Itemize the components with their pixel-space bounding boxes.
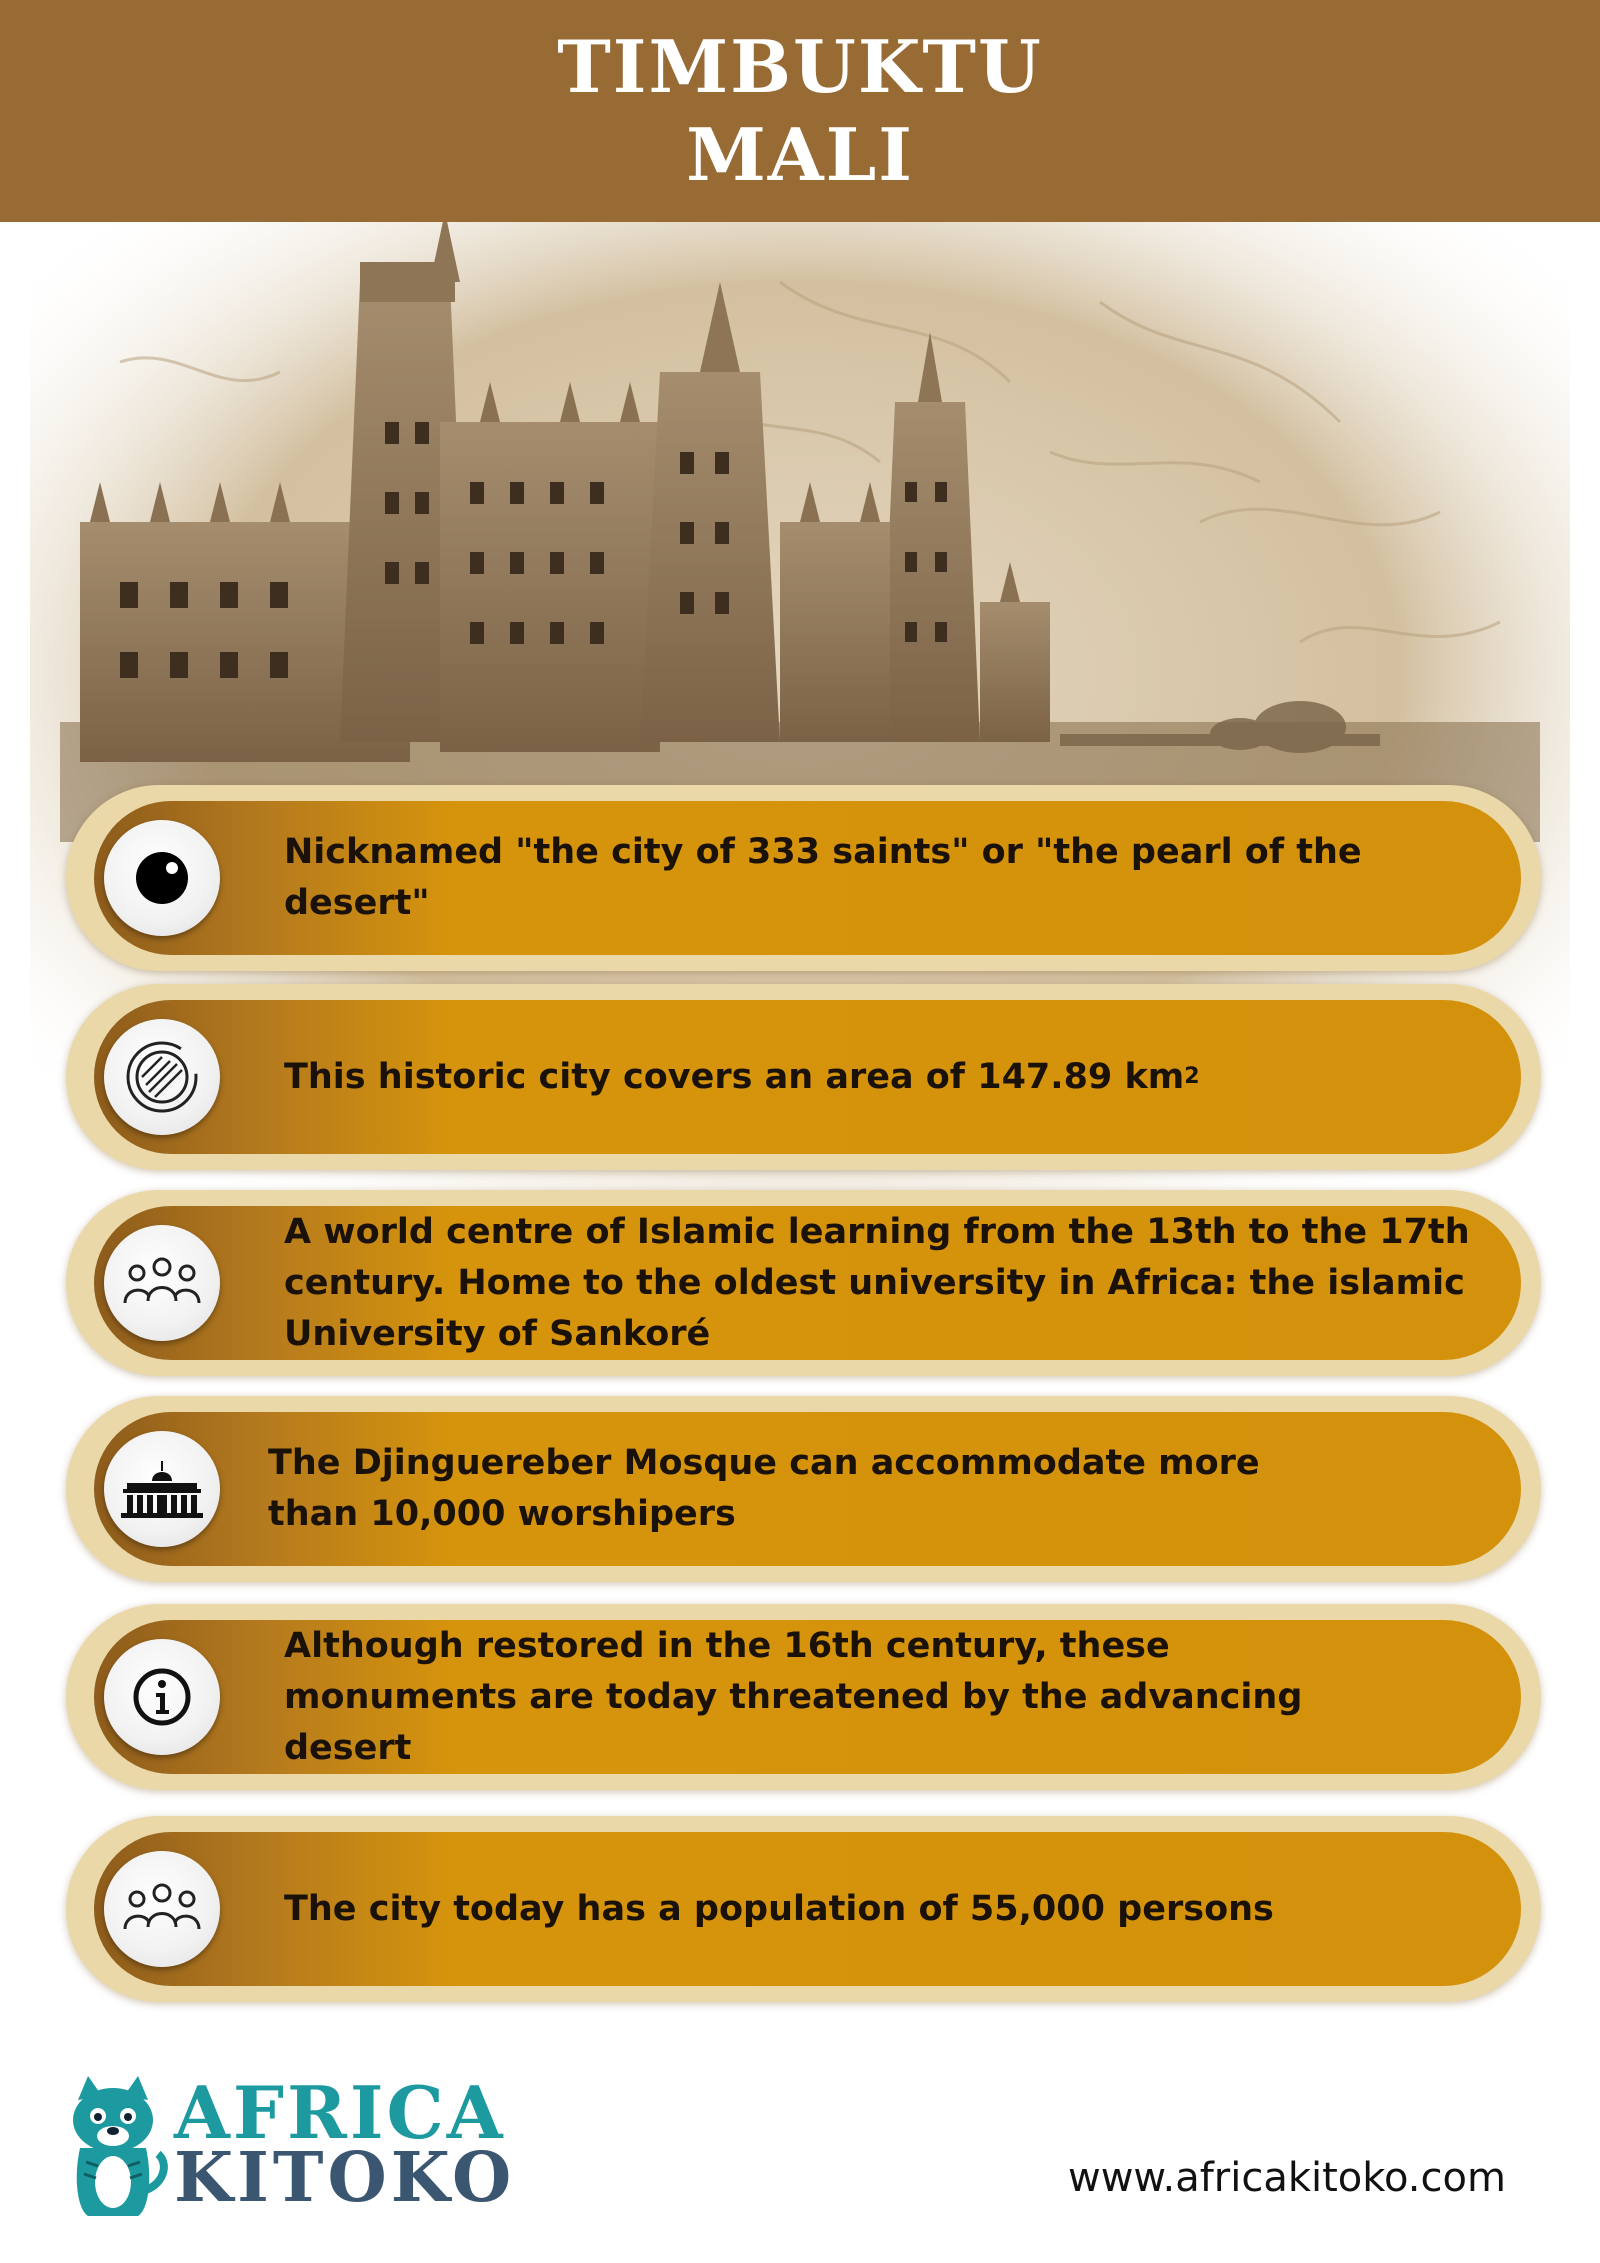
fact-text: The city today has a population of 55,000 persons xyxy=(284,1888,1274,1929)
fact-text: The Djinguereber Mosque can accommodate more than 10,000 worshipers xyxy=(268,1443,1260,1534)
fact-text: Nicknamed "the city of 333 saints" or "the pearl of the desert" xyxy=(284,832,1362,923)
fact-text: Although restored in the 16th century, these monuments are today threatened by the advancing desert xyxy=(284,1625,1303,1768)
fact-card-nickname xyxy=(66,785,1541,971)
fact-text-area: This historic city covers an area of 147.89 km 2 xyxy=(284,1056,1200,1097)
info-icon xyxy=(104,1639,220,1755)
page-subtitle: MALI xyxy=(686,112,914,197)
page-title: TIMBUKTU xyxy=(557,24,1043,109)
tiger-mascot-icon xyxy=(58,2070,168,2220)
header-banner xyxy=(0,0,1600,222)
website-url[interactable]: www.africakitoko.com xyxy=(1068,2155,1506,2201)
fact-card-area xyxy=(66,984,1541,1170)
brand-name-line1: AFRICA xyxy=(174,2070,506,2155)
people-group-icon xyxy=(104,1225,220,1341)
fact-card-population xyxy=(66,1816,1541,2002)
fact-text: A world centre of Islamic learning from the 13th to the 17th century. Home to the oldest university in Africa: the islamic University of Sankoré xyxy=(284,1211,1470,1354)
fact-card-mosque xyxy=(66,1396,1541,1582)
brand-name-line2: KITOKO xyxy=(174,2138,516,2218)
fact-card-threat xyxy=(66,1604,1541,1790)
people-group-icon xyxy=(104,1851,220,1967)
fact-card-learning xyxy=(66,1190,1541,1376)
mosque-icon xyxy=(104,1431,220,1547)
area-circle-icon xyxy=(104,1019,220,1135)
eye-icon xyxy=(104,820,220,936)
africa-kitoko-logo xyxy=(58,2070,528,2220)
